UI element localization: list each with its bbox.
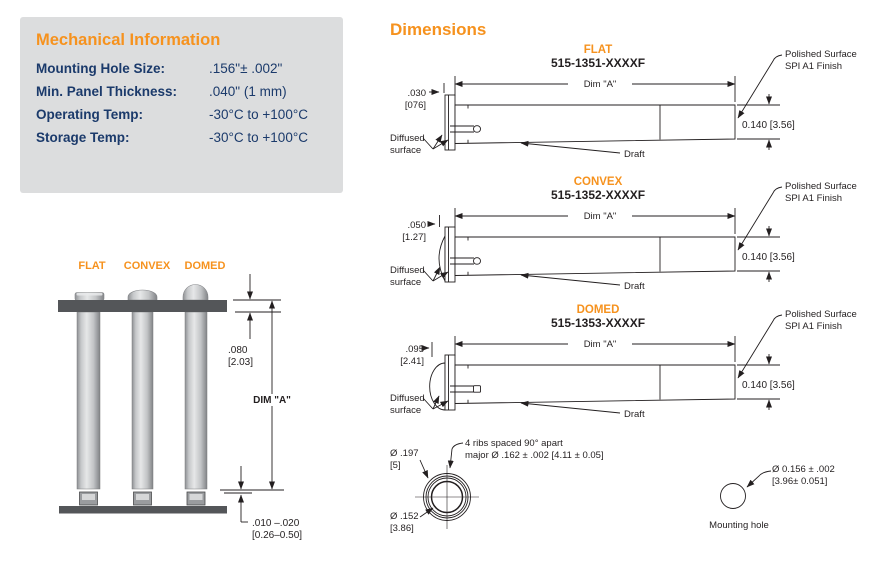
polished-surface-note: Polished Surface (785, 309, 857, 320)
render-label-flat: FLAT (78, 260, 106, 272)
render-dim-a-label: DIM "A" (253, 395, 291, 406)
convex-cap (128, 290, 157, 300)
diffused-note2: surface (390, 277, 422, 288)
polished-surface-note: Polished Surface (785, 49, 857, 60)
render-figure (28, 246, 358, 546)
draft-leader (521, 403, 620, 413)
ribs-leader (450, 443, 463, 468)
ribs-note: 4 ribs spaced 90° apart (465, 438, 563, 449)
dim-a-label: Dim "A" (583, 339, 617, 350)
mounting-hole-figure (660, 440, 872, 550)
end-view-circles (415, 465, 479, 529)
dim-a-label: Dim "A" (583, 211, 617, 222)
domed-cap (183, 285, 208, 301)
thickness-label: 0.140 [3.56] (742, 120, 795, 131)
mech-label: Storage Temp: (36, 130, 130, 145)
part-number: 515-1353-XXXXF (550, 316, 646, 330)
diagram-convex-sideview (388, 172, 875, 303)
lightpipe-body (445, 95, 735, 150)
mech-row-panel-thickness (36, 84, 343, 99)
outer-dia-mm: [5] (390, 460, 401, 471)
render-label-convex: CONVEX (123, 260, 171, 272)
diffused-note: Diffused (390, 265, 425, 276)
panel-dim-in: .080 (228, 345, 248, 356)
lightpipes-render (58, 285, 227, 514)
draft-leader (521, 143, 620, 153)
mounting-hole-circle (721, 484, 746, 509)
lightpipe-body (439, 227, 735, 282)
draft-label: Draft (624, 149, 645, 160)
hole-dia-label: Ø 0.156 ± .002 (772, 464, 835, 475)
draft-label: Draft (624, 409, 645, 420)
polished-leader (738, 55, 782, 118)
thickness-label: 0.140 [3.56] (742, 252, 795, 263)
ribs-note2: major Ø .162 ± .002 [4.11 ± 0.05] (465, 450, 604, 461)
end-view (382, 430, 652, 575)
polished-surface-note2: SPI A1 Finish (785, 193, 843, 204)
feet (80, 492, 206, 505)
mounting-hole-label: Mounting hole (709, 520, 769, 531)
domed-face (430, 363, 445, 410)
thickness-label: 0.140 [3.56] (742, 380, 795, 391)
mech-row-operating-temp (36, 107, 343, 122)
tip-dim-mm: [076] (404, 100, 426, 111)
polished-surface-note: Polished Surface (785, 181, 857, 192)
part-number: 515-1351-XXXXF (550, 56, 646, 70)
mech-value: -30°C to +100°C (209, 107, 308, 122)
diagram-flat-sideview (388, 40, 875, 171)
mech-label: Operating Temp: (36, 107, 144, 122)
mech-row-hole-size (36, 61, 343, 76)
draft-leader (521, 275, 620, 285)
draft-label: Draft (624, 281, 645, 292)
dim-a-label: Dim "A" (583, 79, 617, 90)
polished-surface-note2: SPI A1 Finish (785, 61, 843, 72)
lightpipe-body (430, 355, 735, 410)
dimensions-title: Dimensions (390, 20, 487, 39)
diffused-note2: surface (390, 405, 422, 416)
mechanical-info-panel (20, 17, 343, 193)
polished-leader (738, 315, 782, 378)
panel-dim-mm: [2.03] (228, 357, 254, 368)
diagram-domed-sideview (388, 300, 875, 431)
panel (58, 300, 227, 312)
hole-leader (747, 471, 771, 487)
view-title: CONVEX (573, 176, 623, 188)
view-title: DOMED (576, 304, 620, 316)
tip-dim-mm: [2.41] (400, 356, 424, 367)
tip-dim-in: .050 (407, 220, 426, 231)
inner-dia-label: Ø .152 (390, 511, 419, 522)
standoff-dim-in: .010 –.020 (252, 518, 300, 529)
mechanical-info-title: Mechanical Information (36, 31, 221, 49)
mech-row-storage-temp (36, 130, 343, 145)
render-label-domed: DOMED (184, 260, 226, 272)
inner-dia-mm: [3.86] (390, 523, 414, 534)
tip-dim-mm: [1.27] (402, 232, 426, 243)
mech-label: Mounting Hole Size: (36, 61, 165, 76)
diffused-leader (423, 135, 448, 149)
tip-dim-in: .030 (407, 88, 426, 99)
diffused-note: Diffused (390, 133, 425, 144)
polished-leader (738, 187, 782, 250)
hole-dia-mm: [3.96± 0.051] (772, 476, 828, 487)
view-title: FLAT (583, 44, 613, 56)
outer-dia-leader (420, 460, 428, 478)
diffused-note2: surface (390, 145, 422, 156)
pcb (59, 506, 227, 514)
mech-value: -30°C to +100°C (209, 130, 308, 145)
polished-surface-note2: SPI A1 Finish (785, 321, 843, 332)
tip-dim-in: .095 (405, 344, 424, 355)
part-number: 515-1352-XXXXF (550, 188, 646, 202)
mech-value: .040" (1 mm) (209, 84, 287, 99)
mech-label: Min. Panel Thickness: (36, 84, 178, 99)
standoff-dim-mm: [0.26–0.50] (252, 530, 303, 541)
outer-dia-label: Ø .197 (390, 448, 419, 459)
diffused-note: Diffused (390, 393, 425, 404)
mech-value: .156"± .002" (209, 61, 283, 76)
